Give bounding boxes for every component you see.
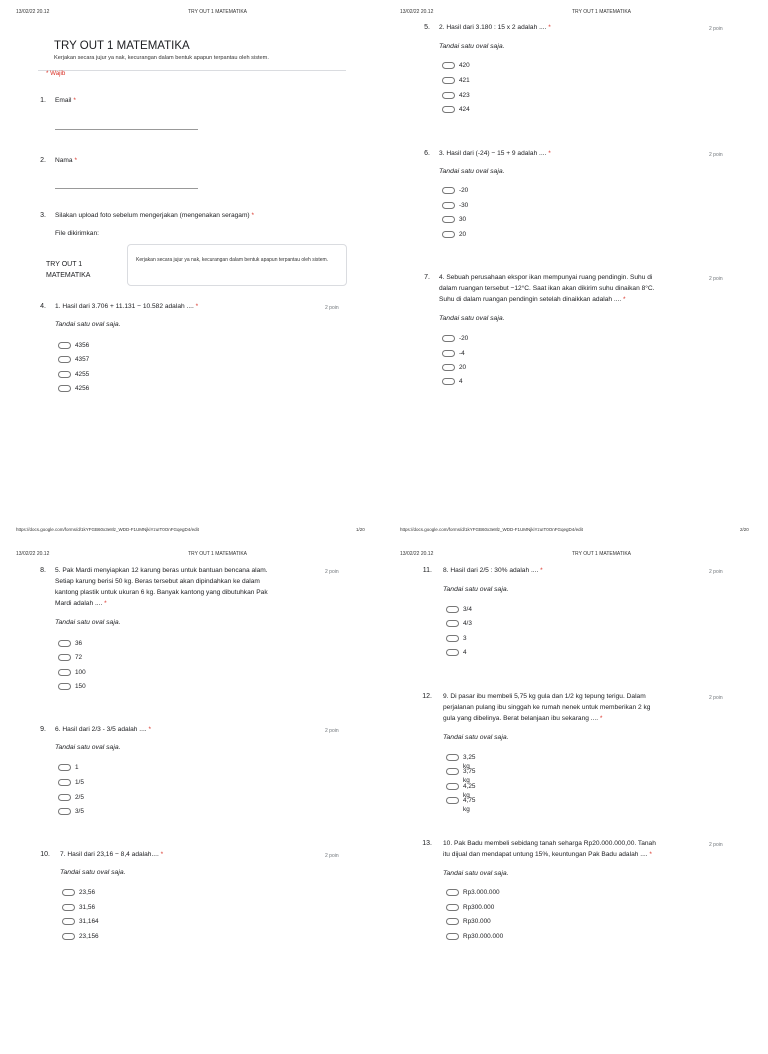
question-label-name: Nama *: [55, 157, 78, 164]
oval-radio[interactable]: [442, 216, 455, 223]
oval-radio[interactable]: [58, 808, 71, 815]
header-title: TRY OUT 1 MATEMATIKA: [188, 551, 247, 557]
oval-radio[interactable]: [58, 385, 71, 392]
oval-radio[interactable]: [446, 635, 459, 642]
page-2: 13/02/22 20.12 TRY OUT 1 MATEMATIKA 5. 2. Hasil dari 3.180 : 15 x 2 adalah .... * 2 poin Tandai satu oval saja. 420 421 423 424 6. 3. Hasil dari (-24) − 15 + 9 adalah .... * 2 poin Tandai satu oval saja. -20 -30 30 20 7. 4. Sebuah perusahaan ekspor ikan mempunyai ruang pendingin. Suhu di dalam ruangan tersebut −12°C. Saat ikan akan dikirim suhu dinaikan 8°C. Suhu di dalam ruangan pendingin setelah dinaikkan adalah .... * 2 poin Tandai satu oval saja. -20 -4 20 4: [384, 0, 768, 512]
oval-radio[interactable]: [446, 904, 459, 911]
header-title: TRY OUT 1 MATEMATIKA: [572, 551, 631, 557]
oval-radio[interactable]: [442, 335, 455, 342]
page-header: [400, 551, 752, 561]
instruction-hint: Tandai satu oval saja.: [443, 586, 509, 593]
oval-radio[interactable]: [446, 933, 459, 940]
oval-radio[interactable]: [442, 187, 455, 194]
instruction-hint: Tandai satu oval saja.: [55, 619, 121, 626]
question-text: 3. Hasil dari (-24) − 15 + 9 adalah .... *: [439, 150, 551, 157]
header-title: TRY OUT 1 MATEMATIKA: [188, 9, 247, 15]
question-number: 2.: [40, 157, 46, 164]
oval-radio[interactable]: [442, 106, 455, 113]
question-text: 6. Hasil dari 2/3 - 3/5 adalah .... *: [55, 726, 152, 733]
oval-radio[interactable]: [442, 350, 455, 357]
question-number: 9.: [40, 726, 46, 733]
oval-radio[interactable]: [58, 654, 71, 661]
question-text: 2. Hasil dari 3.180 : 15 x 2 adalah .... *: [439, 24, 551, 31]
question-number: 5.: [424, 24, 430, 31]
question-label-upload: Silakan upload foto sebelum mengerjakan (mengenakan seragam) *: [55, 212, 255, 219]
oval-radio[interactable]: [58, 794, 71, 801]
instruction-hint: Tandai satu oval saja.: [439, 168, 505, 175]
header-date: 13/02/22 20.12: [16, 9, 50, 15]
question-number: 7.: [424, 274, 430, 281]
points-label: 2 poin: [325, 569, 339, 575]
question-text: 9. Di pasar ibu membeli 5,75 kg gula dan 1/2 kg tepung terigu. Dalam perjalanan pulang ibu singgah ke rumah nenek untuk memberikan 2 kg gula yang dibelinya. Berat belanjaan ibu sekarang .... *: [443, 693, 651, 722]
oval-radio[interactable]: [58, 342, 71, 349]
question-number: 8.: [40, 567, 46, 574]
question-number: 10.: [40, 851, 50, 858]
question-number: 13.: [422, 840, 432, 847]
footer-url[interactable]: https://docs.google.com/forms/d/1kYFGB60x3e8lz_WDD-F1UMNjkiYzuIT0OnFGqegD4/edit: [400, 527, 583, 532]
file-sent-label: File dikirimkan:: [55, 230, 99, 237]
instruction-hint: Tandai satu oval saja.: [60, 869, 126, 876]
card-title: TRY OUT 1 MATEMATIKA: [46, 261, 91, 279]
question-text: 5. Pak Mardi menyiapkan 12 karung beras untuk bantuan bencana alam. Setiap karung berisi 50 kg. Beras tersebut akan dipindahkan ke dalam kantong plastik untuk ukuran 6 kg. Banyak kantong yang dibutuhkan Pak Mardi adalah .... *: [55, 567, 268, 607]
oval-radio[interactable]: [58, 683, 71, 690]
oval-radio[interactable]: [58, 764, 71, 771]
oval-radio[interactable]: [62, 933, 75, 940]
question-text: 8. Hasil dari 2/5 : 30% adalah .... *: [443, 567, 543, 574]
oval-radio[interactable]: [446, 768, 459, 775]
points-label: 2 poin: [709, 276, 723, 282]
oval-radio[interactable]: [446, 889, 459, 896]
oval-radio[interactable]: [442, 202, 455, 209]
header-date: 13/02/22 20.12: [400, 551, 434, 557]
instruction-hint: Tandai satu oval saja.: [55, 321, 121, 328]
question-number: 11.: [422, 567, 432, 574]
oval-radio[interactable]: [58, 640, 71, 647]
question-text: 7. Hasil dari 23,16 − 8,4 adalah.... *: [60, 851, 164, 858]
footer-page-number: 2/20: [740, 527, 749, 532]
oval-radio[interactable]: [58, 371, 71, 378]
page-4: 13/02/22 20.12 TRY OUT 1 MATEMATIKA 11. 8. Hasil dari 2/5 : 30% adalah .... * 2 poin Tandai satu oval saja. 3/4 4/3 3 4 12. 9. Di pasar ibu membeli 5,75 kg gula dan 1/2 kg tepung terigu. Dalam perjalanan pulang ibu singgah ke rumah nenek untuk memberikan 2 kg gula yang dibelinya. Berat belanjaan ibu sekarang .... * 2 poin Tandai satu oval saja. 3,25 kg 3,75 kg 4,25 kg 4,75 kg 13. 10. Pak Badu membeli sebidang tanah seharga Rp20.000.000,00. Tanah itu dijual dan mendapat untung 15%, keuntungan Pak Badu adalah .... * 2 poin Tandai satu oval saja. Rp3.000.000 Rp300.000 Rp30.000 Rp30.000.000: [384, 542, 768, 1054]
oval-radio[interactable]: [442, 378, 455, 385]
oval-radio[interactable]: [446, 918, 459, 925]
oval-radio[interactable]: [442, 92, 455, 99]
name-field[interactable]: [55, 188, 198, 189]
form-title: TRY OUT 1 MATEMATIKA: [54, 40, 190, 52]
oval-radio[interactable]: [62, 889, 75, 896]
points-label: 2 poin: [709, 569, 723, 575]
question-number: 12.: [422, 693, 432, 700]
oval-radio[interactable]: [442, 231, 455, 238]
points-label: 2 poin: [709, 26, 723, 32]
question-number: 4.: [40, 303, 46, 310]
oval-radio[interactable]: [446, 620, 459, 627]
question-number: 1.: [40, 97, 46, 104]
oval-radio[interactable]: [446, 606, 459, 613]
oval-radio[interactable]: [442, 77, 455, 84]
header-date: 13/02/22 20.12: [400, 9, 434, 15]
card-description: Kerjakan secara jujur ya nak, kecurangan dalam bentuk apapun terpantau oleh sistem.: [136, 257, 329, 263]
oval-radio[interactable]: [62, 918, 75, 925]
oval-radio[interactable]: [446, 783, 459, 790]
page-header: [16, 9, 368, 19]
question-number: 6.: [424, 150, 430, 157]
divider: [38, 70, 346, 71]
question-text: 1. Hasil dari 3.706 + 11.131 − 10.582 adalah .... *: [55, 303, 199, 310]
oval-radio[interactable]: [446, 649, 459, 656]
instruction-hint: Tandai satu oval saja.: [443, 734, 509, 741]
points-label: 2 poin: [709, 695, 723, 701]
oval-radio[interactable]: [58, 669, 71, 676]
question-number: 3.: [40, 212, 46, 219]
oval-radio[interactable]: [442, 364, 455, 371]
points-label: 2 poin: [325, 853, 339, 859]
question-text: 4. Sebuah perusahaan ekspor ikan mempunyai ruang pendingin. Suhu di dalam ruangan tersebut −12°C. Saat ikan akan dikirim suhu dinaikan 8°C. Suhu di dalam ruangan pendingin setelah dinaikkan adalah .... *: [439, 274, 655, 303]
points-label: 2 poin: [325, 305, 339, 311]
page-header: [400, 9, 752, 19]
footer-url[interactable]: https://docs.google.com/forms/d/1kYFGB60x3e8lz_WDD-F1UMNjkiYzuIT0OnFGqegD4/edit: [16, 527, 199, 532]
points-label: 2 poin: [325, 728, 339, 734]
email-field[interactable]: [55, 129, 198, 130]
oval-radio[interactable]: [58, 779, 71, 786]
form-description: Kerjakan secara jujur ya nak, kecurangan dalam bentuk apapun terpantau oleh sistem.: [54, 55, 269, 61]
oval-radio[interactable]: [446, 797, 459, 804]
page-3: 13/02/22 20.12 TRY OUT 1 MATEMATIKA 8. 5. Pak Mardi menyiapkan 12 karung beras untuk bantuan bencana alam. Setiap karung berisi 50 kg. Beras tersebut akan dipindahkan ke dalam kantong plastik untuk ukuran 6 kg. Banyak kantong yang dibutuhkan Pak Mardi adalah .... * 2 poin Tandai satu oval saja. 36 72 100 150 9. 6. Hasil dari 2/3 - 3/5 adalah .... * 2 poin Tandai satu oval saja. 1 1/5 2/5 3/5 10. 7. Hasil dari 23,16 − 8,4 adalah.... * 2 poin Tandai satu oval saja. 23,56 31,56 31,164 23,156: [0, 542, 384, 1054]
instruction-hint: Tandai satu oval saja.: [55, 744, 121, 751]
page-header: [16, 551, 368, 561]
oval-radio[interactable]: [442, 62, 455, 69]
footer-page-number: 1/20: [356, 527, 365, 532]
oval-radio[interactable]: [62, 904, 75, 911]
required-note: * Wajib: [46, 70, 66, 77]
points-label: 2 poin: [709, 152, 723, 158]
uploaded-file-card[interactable]: [127, 244, 347, 286]
question-text: 10. Pak Badu membeli sebidang tanah seharga Rp20.000.000,00. Tanah itu dijual dan mendapat untung 15%, keuntungan Pak Badu adalah .... *: [443, 840, 656, 858]
instruction-hint: Tandai satu oval saja.: [439, 315, 505, 322]
oval-radio[interactable]: [446, 754, 459, 761]
page-1: 13/02/22 20.12 TRY OUT 1 MATEMATIKA TRY OUT 1 MATEMATIKA Kerjakan secara jujur ya nak, kecurangan dalam bentuk apapun terpantau oleh sistem. * Wajib 1. Email * 2. Nama * 3. Silakan upload foto sebelum mengerjakan (mengenakan seragam) * File dikirimkan: TRY OUT 1 MATEMATIKA Kerjakan secara jujur ya nak, kecurangan dalam bentuk apapun terpantau oleh sistem. 4. 1. Hasil dari 3.706 + 11.131 − 10.582 adalah .... * 2 poin Tandai satu oval saja. 4356 4357 4255 4256: [0, 0, 384, 512]
header-title: TRY OUT 1 MATEMATIKA: [572, 9, 631, 15]
oval-radio[interactable]: [58, 356, 71, 363]
instruction-hint: Tandai satu oval saja.: [443, 870, 509, 877]
header-date: 13/02/22 20.12: [16, 551, 50, 557]
instruction-hint: Tandai satu oval saja.: [439, 43, 505, 50]
points-label: 2 poin: [709, 842, 723, 848]
question-label-email: Email *: [55, 97, 76, 104]
